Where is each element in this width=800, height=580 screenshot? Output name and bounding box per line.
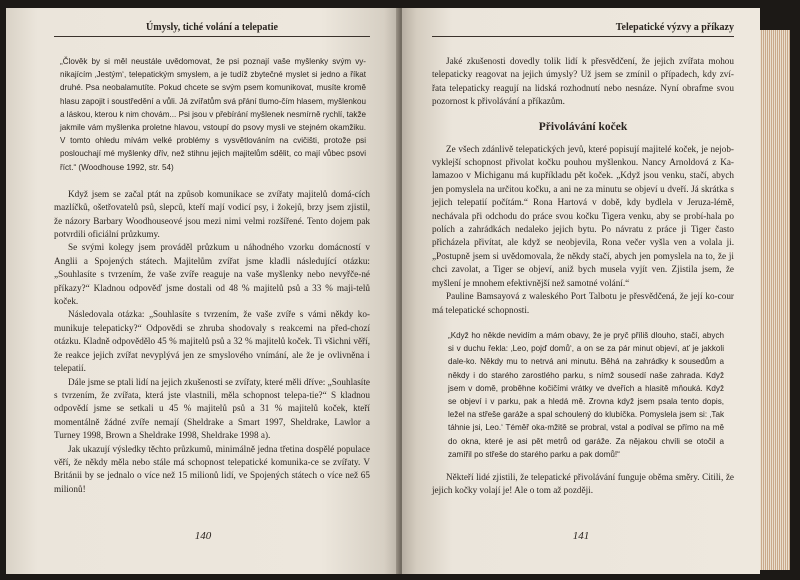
paragraph: Jak ukazují výsledky těchto průzkumů, minimálně jedna třetina dospělé populace věří, že někdy měla nebo stále má schopnost telepatické komunika-ce se zvířaty. V Británii by se jednalo o více než 15 milionů lidí, ve Spojených státech o více než 65 milionů!	[54, 443, 370, 494]
paragraph: Následovala otázka: „Souhlasíte s tvrzením, že vaše zvíře s vámi někdy ko-munikuje telepaticky?“ Odpovědi se zhruba shodovaly s reakcemi na před-chozí otázku. Kladně odpovědělo 45 % majitelů psů a 32 % majitelů koček. Ti všichni věří, že reakce jejich zvířat nevyplývá jen ze smyslového vnímání, ale že je ovlivněna i telepatií.	[54, 309, 370, 374]
block-quote-left: „Člověk by si měl neustále uvědomovat, že psi poznají vaše myšlenky svým vy-nikajícím ‚Jestým‘, telepatickým smyslem, a je tudíž zbytečné myslet si jedno a říkat druhé. Psa neobalamutíte. Pokud chcete se svým psem komunikovat, musíte kromě hlasu zapojit i soustředění a vůli. Já zvířatům svá přání tlumo-čím hlasem, myšlenkou a láskou, kterou k nim chovám... Psi jsou v přebírání myšlenek nesmírně rychlí, takže jakmile vám myšlenka proletne hlavou, vstoupí do psovy mysli ve stejném okamžiku. V tomto ohledu mívám velké problémy s vysvětlováním na cvičišti, protože psi poslouchají mé myšlenky dřív, než stihnu jejich majitelům sdělit, co mají vůbec psovi říct.“ (Woodhouse 1992, str. 54)	[60, 57, 366, 172]
paragraph: Někteří lidé zjistili, že telepatické přivolávání funguje oběma směry. Citili, že jejich kočky volají je! Ale o tom až později.	[432, 471, 734, 496]
running-head-right: Telepatické výzvy a příkazy	[432, 22, 734, 37]
page-number-right: 141	[572, 530, 590, 542]
paragraph: Pauline Bamsayová z waleského Port Talbotu je přesvědčená, že její ko-cour má telepatické schopnosti.	[432, 291, 734, 315]
section-heading: Přivolávání koček	[538, 120, 628, 133]
block-quote-right: „Když ho někde nevidím a mám obavy, že je pryč příliš dlouho, stačí, abych si v duchu řekla: ‚Leo, pojď domů‘, a on se za pár minut objeví, ať je jakkoli dale-ko. Někdy mu to netrvá ani minutu. Běhá na zahrádky k sousedům a někdy i do starého zarostlého parku, s nímž sousedí naše zahrada. Když jsem v domě, proběhne kočičími vrátky ve dveřích a hlasitě mňouká. Když se objeví i v parku, pak a hledá mě. Zrovna když jsem psala tento dopis, ležel na střeše garáže a spal schoulený do klubíčka. Pomyslela jsem si: ‚Tak táhnie jsi, Leo.‘ Téměř oka-mžitě se probral, vstal a podíval se přímo na mě do okna, které je asi pět metrů od garáže. Za nějakou chvíli se otočil a zamířil po střeše do starého parku a pak domů!“	[448, 330, 724, 459]
paragraph: Se svými kolegy jsem prováděl průzkum u náhodného vzorku domácností v Anglii a Spojených státech. Majitelům zvířat jsme kladli následující otázku: „Souhlasíte s tvrzením, že vaše zvíře reaguje na vaše myšlenky nebo nevyřče-né příkazy?“ Kladnou odpověď jsme dostali od 48 % majitelů psů a 33 % maji-telů koček.	[54, 242, 370, 307]
page-number-left: 140	[194, 530, 212, 542]
page-edges	[760, 30, 790, 570]
paragraph: Dále jsme se ptali lidí na jejich zkušenosti se zvířaty, které měli dříve: „Souhlasíte s tvrzením, že zvířata, která jste vlastnili, měla schopnost telepa-tie?“ S kladnou odpovědí jsme se setkali u 45 % majitelů psů a 31 % majitelů koček, kteří momentálně žádné zvíře nemají (Sheldrake a Smart 1997, Sheldrake, Lawlor a Turney 1998, Brown a Sheldrake 1998, Sheldrake 1998 a).	[54, 376, 370, 441]
paragraph: Když jsem se začal ptát na způsob komunikace se zvířaty majitelů domá-cích mazlíčků, ošetřovatelů psů, slepců, kteří mají vodicí psy, i žokejů, brzy jsem zjistil, že názory Barbary Woodhouseové jsou mezi nimi velmi rozšířené. Tento dojem pak potvrdili oficiální průzkumy.	[54, 188, 370, 240]
paragraph: Jaké zkušenosti dovedly tolik lidí k přesvědčení, že jejich zvířata mohou telepaticky reagovat na jejich úmysly? Už jsem se zmínil o případech, kdy zví-řata telepaticky reagují na lidská rozhodnutí nebo nesnáze. Nyní obrafme svou pozornost k přivolávání a příkazům.	[432, 56, 734, 107]
right-page	[402, 8, 760, 574]
running-head-left: Úmysly, tiché volání a telepatie	[54, 22, 370, 37]
left-page	[6, 8, 400, 574]
paragraph: Ze všech zdánlivě telepatických jevů, které popisují majitelé koček, je nejob-vyklejší schopnost přivolat kočku pouhou myšlenkou. Nancy Arnoldová z Ka-lamazoo v Michiganu má kupříkladu pět koček. „Když jsou venku, stačí, abych jen pomyslela na určitou kočku, a ani ne za minutu se objeví u dveří. Já skrátka s jejich telepatií počítám.“ Rona Hartová v době, kdy bydlela v Jeruza-lémě, nechávala při odchodu do práce svou kočku Tigera venku, aby se probí-hala po polích a zahrádkách nedaleko jejich bytu. Po návratu z práce ji Tiger často přicházela přivítat, ale když se neobjevila, Rona večer vyšla ven a volala ji. „Postupně jsem si uvědomovala, že někdy stačí, abych jen pomyslela na to, že ji chci zavolat, a Tiger se objeví, aniž bych musela vyjít ven. Zjistila jsem, že myšlení je mnohem efektivnější než samotné volání.“	[432, 143, 734, 288]
